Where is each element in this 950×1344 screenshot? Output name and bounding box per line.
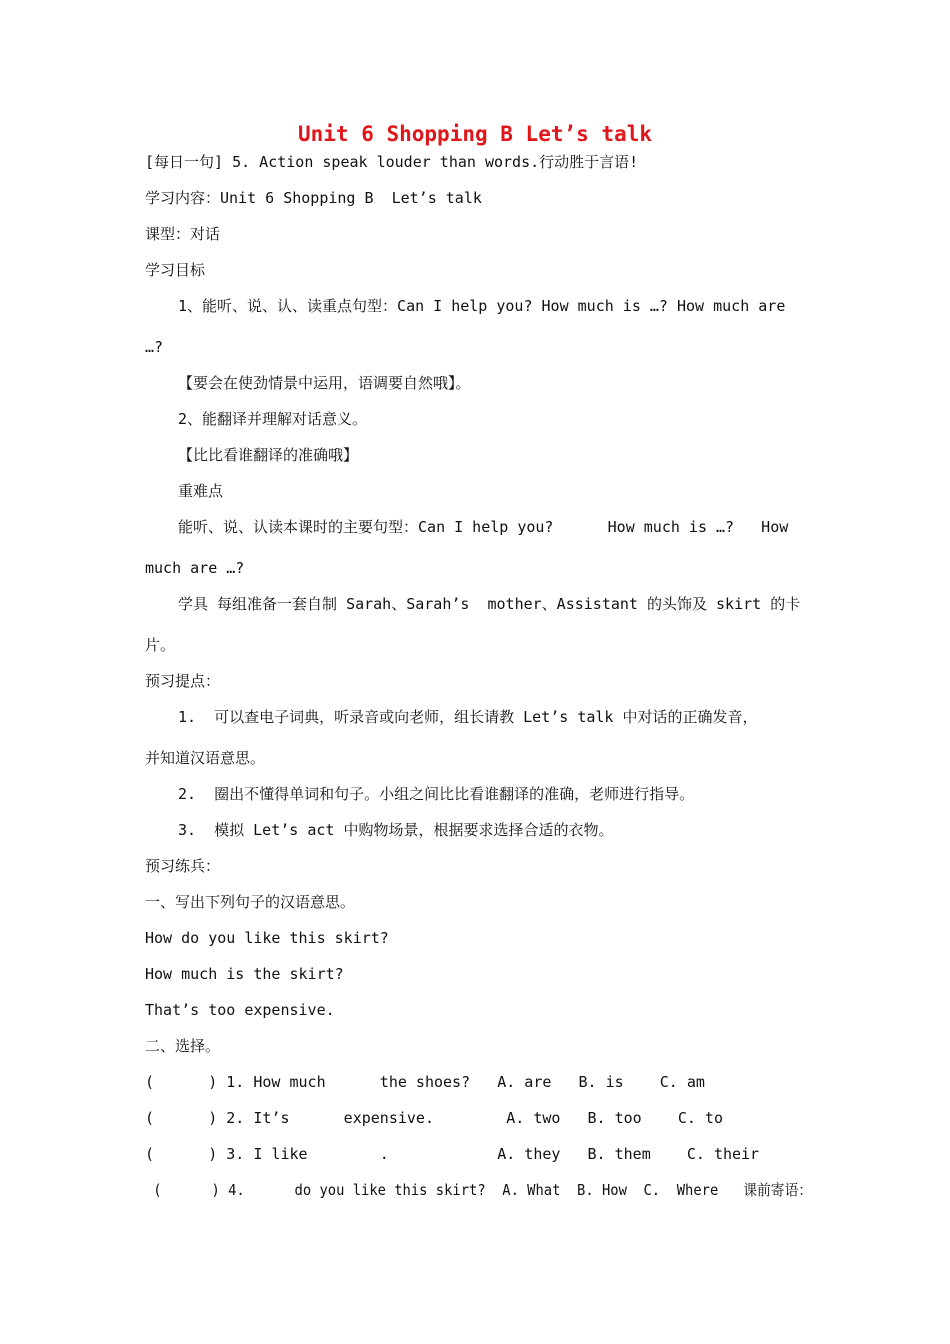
goal-1-line-2: …? xyxy=(145,338,164,356)
lesson-type: 课型：对话 xyxy=(145,225,221,243)
tools-line-1: 学具 每组准备一套自制 Sarah、Sarah’s mother、Assistant 的头饰及 skirt 的卡 xyxy=(178,595,801,613)
sentence-2: How much is the skirt? xyxy=(145,965,344,983)
daily-sentence: [每日一句] 5. Action speak louder than words.行动胜于言语! xyxy=(145,153,639,171)
question-3: ( ) 3. I like . A. they B. them C. their xyxy=(145,1145,760,1163)
preview-point-3: 3. 模拟 Let’s act 中购物场景，根据要求选择合适的衣物。 xyxy=(178,821,614,839)
goal-2: 2、能翻译并理解对话意义。 xyxy=(178,410,368,428)
question-1: ( ) 1. How much the shoes? A. are B. is C. am xyxy=(145,1073,705,1091)
section-2-heading: 二、选择。 xyxy=(145,1037,221,1055)
section-1-heading: 一、写出下列句子的汉语意思。 xyxy=(145,893,356,911)
preview-point-2: 2. 圈出不懂得单词和句子。小组之间比比看谁翻译的准确，老师进行指导。 xyxy=(178,785,695,803)
goal-1-note: 【要会在使劲情景中运用，语调要自然哦】。 xyxy=(178,374,471,392)
question-2: ( ) 2. It’s expensive. A. two B. too C. to xyxy=(145,1109,723,1127)
learning-content: 学习内容：Unit 6 Shopping B Let’s talk xyxy=(145,189,482,207)
preview-point-1-line-2: 并知道汉语意思。 xyxy=(145,749,266,767)
goal-2-note: 【比比看谁翻译的准确哦】 xyxy=(178,446,359,464)
goal-1-line-1: 1、能听、说、认、读重点句型：Can I help you? How much is …? How much are xyxy=(178,297,786,315)
preview-heading: 预习提点： xyxy=(145,672,221,690)
question-4: ( ) 4. do you like this skirt? A. What B. How C. Where 课前寄语： xyxy=(145,1181,813,1199)
sentence-3: That’s too expensive. xyxy=(145,1001,335,1019)
key-points-heading: 重难点 xyxy=(178,482,224,500)
key-points-line-1: 能听、说、认读本课时的主要句型：Can I help you? How much is …? How xyxy=(178,518,789,536)
page-title: Unit 6 Shopping B Let’s talk xyxy=(297,122,652,146)
sentence-1: How do you like this skirt? xyxy=(145,929,389,947)
key-points-line-2: much are …? xyxy=(145,559,245,577)
preview-point-1-line-1: 1. 可以查电子词典，听录音或向老师，组长请教 Let’s talk 中对话的正确发音， xyxy=(178,708,758,726)
goals-heading: 学习目标 xyxy=(145,261,206,279)
practice-heading: 预习练兵： xyxy=(145,857,221,875)
tools-line-2: 片。 xyxy=(145,636,176,654)
